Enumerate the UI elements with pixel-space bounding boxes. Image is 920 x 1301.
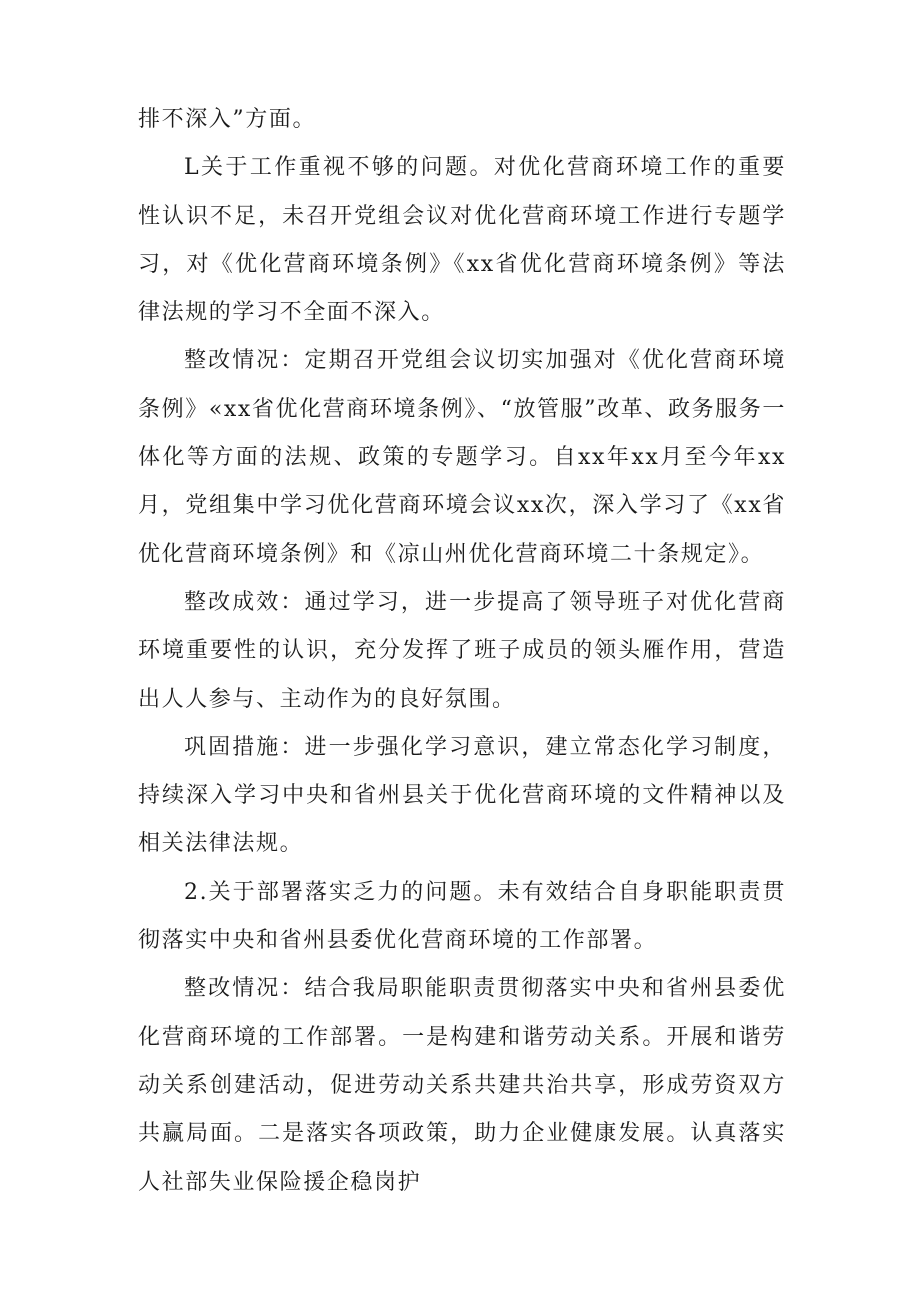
- document-body: [138, 96, 786, 1207]
- paragraph-issue-1: L关于工作重视不够的问题。对优化营商环境工作的重要性认识不足，未召开党组会议对优化营商环境工作进行专题学习，对《优化营商环境条例》《xx省优化营商环境条例》等法律法规的学习不全面不深入。: [138, 155, 786, 326]
- paragraph-consolidation-measures: 巩固措施：进一步强化学习意识，建立常态化学习制度，持续深入学习中央和省州县关于优化营商环境的文件精神以及相关法律法规。: [138, 734, 786, 857]
- paragraph-issue-2: 2.关于部署落实乏力的问题。未有效结合自身职能职责贯彻落实中央和省州县委优化营商环境的工作部署。: [138, 879, 786, 954]
- paragraph-rectification-status: 整改情况：定期召开党组会议切实加强对《优化营商环境条例》«xx省优化营商环境条例》、“放管服”改革、政务服务一体化等方面的法规、政策的专题学习。自xx年xx月至今年xx月，党组集中学习优化营商环境会议xx次，深入学习了《xx省优化营商环境条例》和《凉山州优化营商环境二十条规定》。: [138, 348, 786, 567]
- paragraph-continuation: 排不深入”方面。: [138, 107, 317, 132]
- paragraph-rectification-results: 整改成效：通过学习，进一步提高了领导班子对优化营商环境重要性的认识，充分发挥了班子成员的领头雁作用，营造出人人参与、主动作为的良好氛围。: [138, 589, 786, 712]
- paragraph-rectification-status-2: 整改情况：结合我局职能职责贯彻落实中央和省州县委优化营商环境的工作部署。一是构建和谐劳动关系。开展和谐劳动关系创建活动，促进劳动关系共建共治共享，形成劳资双方共赢局面。二是落实各项政策，助力企业健康发展。认真落实人社部失业保险援企稳岗护: [138, 976, 786, 1195]
